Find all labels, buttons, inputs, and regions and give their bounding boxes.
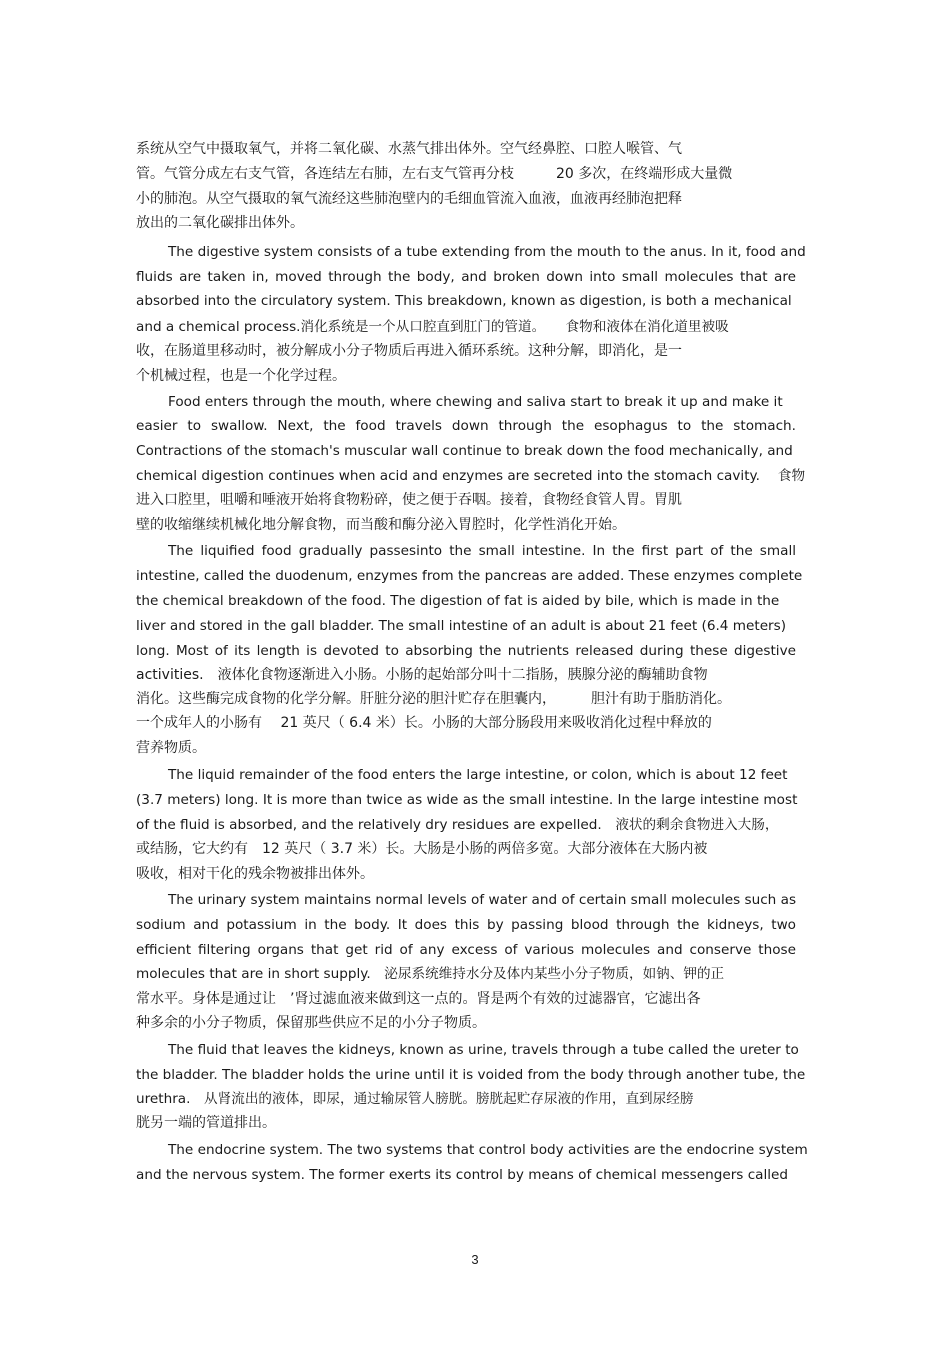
text-line: fluids are taken in, moved through the body, and broken down into small molecules that are bbox=[136, 269, 796, 285]
text-line: 个机械过程，也是一个化学过程。 bbox=[136, 368, 346, 384]
text-line: sodium and potassium in the body. It does this by passing blood through the kidneys, two bbox=[136, 917, 796, 933]
text-line: 消化。这些酶完成食物的化学分解。肝脏分泌的胆汁贮存在胆囊内， 胆汁有助于脂肪消化。 bbox=[136, 691, 731, 707]
text-line: 或结肠，它大约有 12 英尺（ 3.7 米）长。大肠是小肠的两倍多宽。大部分液体在大肠内被 bbox=[136, 841, 708, 857]
text-line: activities. 液体化食物逐渐进入小肠。小肠的起始部分叫十二指肠，胰腺分泌的酶辅助食物 bbox=[136, 667, 708, 683]
text-line: Food enters through the mouth, where chewing and saliva start to break it up and make it bbox=[168, 394, 783, 410]
text-line: and the nervous system. The former exerts its control by means of chemical messengers called bbox=[136, 1167, 789, 1183]
text-line: 胱另一端的管道排出。 bbox=[136, 1115, 276, 1131]
text-line: (3.7 meters) long. It is more than twice as wide as the small intestine. In the large intestine most bbox=[136, 792, 798, 808]
text-line: and a chemical process.消化系统是一个从口腔直到肛门的管道。 食物和液体在消化道里被吸 bbox=[136, 319, 729, 335]
text-line: long. Most of its length is devoted to absorbing the nutrients released during these digestive bbox=[136, 643, 796, 659]
text-line: urethra. 从肾流出的液体，即尿，通过输尿管人膀胱。膀胱起贮存尿液的作用，直到尿经膀 bbox=[136, 1091, 694, 1107]
text-line: 壁的收缩继续机械化地分解食物，而当酸和酶分泌入胃腔时，化学性消化开始。 bbox=[136, 517, 626, 533]
text-line: liver and stored in the gall bladder. The small intestine of an adult is about 21 feet (6.4 meters) bbox=[136, 618, 787, 634]
text-line: molecules that are in short supply. 泌尿系统维持水分及体内某些小分子物质，如钠、钾的正 bbox=[136, 966, 725, 982]
text-line: 放出的二氧化碳排出体外。 bbox=[136, 215, 304, 231]
text-line: 常水平。身体是通过让 ’肾过滤血液来做到这一点的。肾是两个有效的过滤器官，它滤出各 bbox=[136, 991, 701, 1007]
text-line: 一个成年人的小肠有 21 英尺（ 6.4 米）长。小肠的大部分肠段用来吸收消化过程中释放的 bbox=[136, 715, 712, 731]
text-line: The liquid remainder of the food enters the large intestine, or colon, which is about 12 feet bbox=[168, 767, 788, 783]
text-line: efficient filtering organs that get rid of any excess of various molecules and conserve those bbox=[136, 942, 796, 958]
text-line: 营养物质。 bbox=[136, 740, 206, 756]
text-line: 进入口腔里，咀嚼和唾液开始将食物粉碎，使之便于吞咽。接着，食物经食管人胃。胃肌 bbox=[136, 492, 682, 508]
text-line: The liquified food gradually passesinto the small intestine. In the first part of the small bbox=[168, 543, 796, 559]
text-line: the bladder. The bladder holds the urine until it is voided from the body through another tube, the bbox=[136, 1067, 806, 1083]
text-line: of the fluid is absorbed, and the relatively dry residues are expelled. 液状的剩余食物进入大肠， bbox=[136, 817, 779, 833]
text-line: The endocrine system. The two systems that control body activities are the endocrine system bbox=[168, 1142, 808, 1158]
text-line: The urinary system maintains normal levels of water and of certain small molecules such as bbox=[168, 892, 797, 908]
text-line: 吸收，相对干化的残余物被排出体外。 bbox=[136, 866, 374, 882]
text-line: the chemical breakdown of the food. The digestion of fat is aided by bile, which is made in the bbox=[136, 593, 780, 609]
text-line: chemical digestion continues when acid and enzymes are secreted into the stomach cavity. 食物 bbox=[136, 468, 806, 484]
text-line: 收，在肠道里移动时，被分解成小分子物质后再进入循环系统。这种分解，即消化，是一 bbox=[136, 343, 682, 359]
text-line: Contractions of the stomach's muscular wall continue to break down the food mechanically, and bbox=[136, 443, 793, 459]
text-line: absorbed into the circulatory system. This breakdown, known as digestion, is both a mechanical bbox=[136, 293, 792, 309]
text-line: The digestive system consists of a tube extending from the mouth to the anus. In it, food and bbox=[168, 244, 806, 260]
text-line: 管。气管分成左右支气管，各连结左右肺，左右支气管再分枝 20 多次，在终端形成大量微 bbox=[136, 166, 733, 182]
text-line: 小的肺泡。从空气摄取的氧气流经这些肺泡壁内的毛细血管流入血液，血液再经肺泡把释 bbox=[136, 191, 682, 207]
text-line: 种多余的小分子物质，保留那些供应不足的小分子物质。 bbox=[136, 1015, 486, 1031]
text-line: The fluid that leaves the kidneys, known as urine, travels through a tube called the ureter to bbox=[168, 1042, 799, 1058]
page-number: 3 bbox=[471, 1252, 479, 1267]
text-line: intestine, called the duodenum, enzymes from the pancreas are added. These enzymes complete bbox=[136, 568, 803, 584]
text-line: 系统从空气中摄取氧气，并将二氧化碳、水蒸气排出体外。空气经鼻腔、口腔人喉管、气 bbox=[136, 141, 682, 157]
text-line: easier to swallow. Next, the food travels down through the esophagus to the stomach. bbox=[136, 418, 796, 434]
